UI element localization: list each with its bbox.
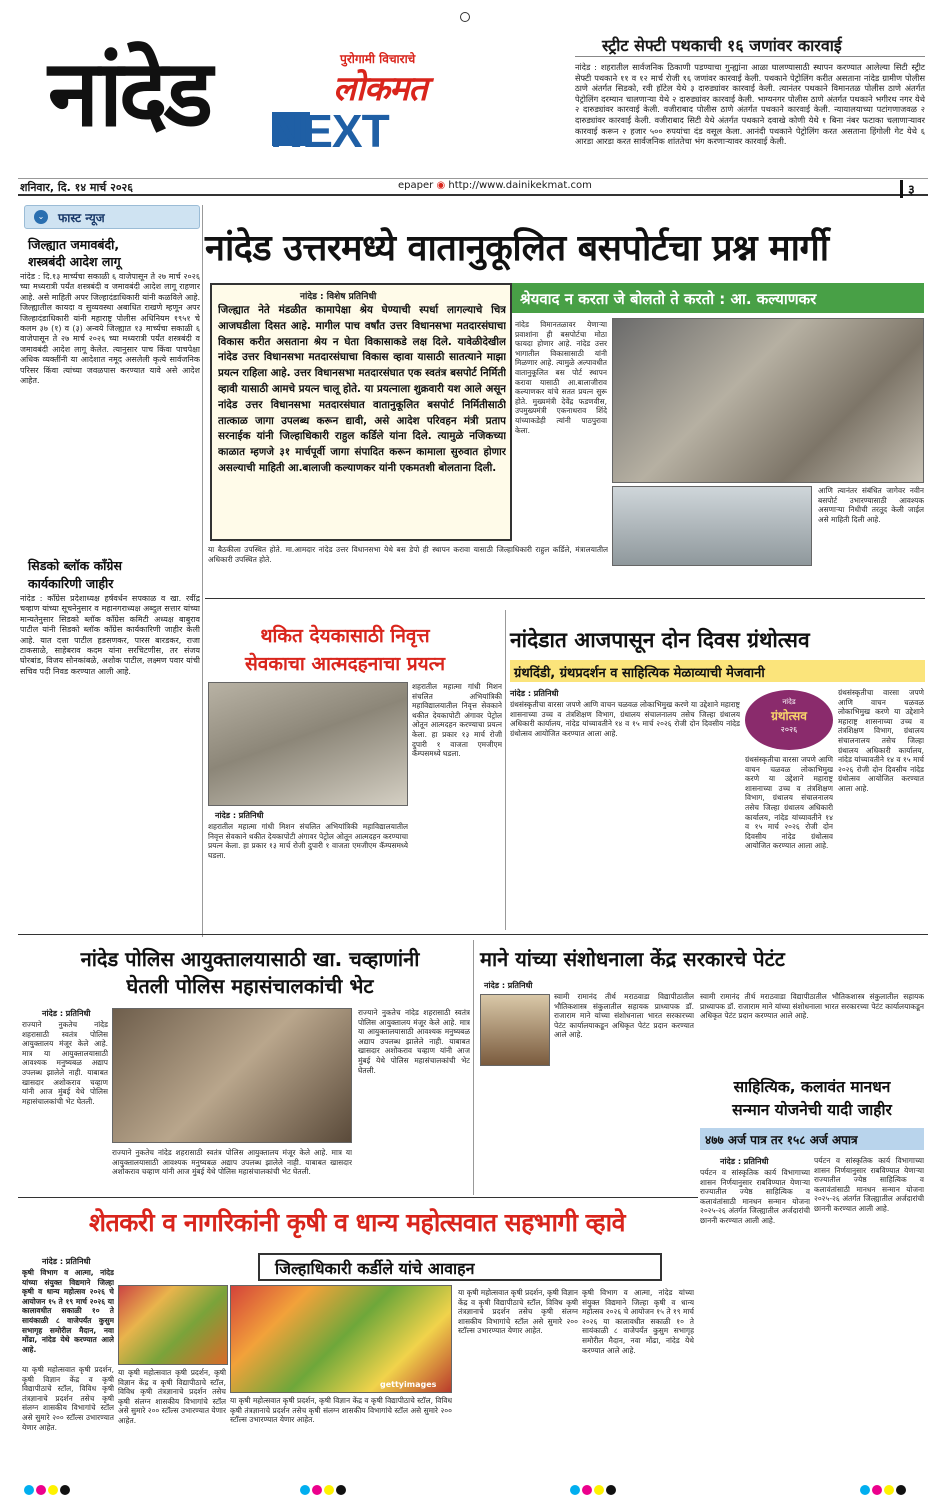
page-number: ३ xyxy=(900,180,915,198)
festival-intro: कृषी विभाग व आत्मा, नांदेड यांच्या संयुक्त विद्यमाने जिल्हा कृषी व धान्य महोत्सव २०२६ चे आयोजन १५ ते १९ मार्च २०२६ या कालावधीत सकाळी १० ते सायंकाळी ८ वाजेपर्यंत कुसुम सभागृह समोरील मैदान, नवा मोंढा, नांदेड येथे करण्यात आले आहे. xyxy=(22,1268,114,1354)
brand-name: लोकमत xyxy=(333,69,427,109)
lead-body-right: नांदेड विमानतळावर येणाऱ्या प्रवाशांना ही बसपोर्टचा मोठा फायदा होणार आहे. नांदेड उत्तर भागातील विकासासाठी यांनी मिळणार आहे. त्यामुळे अल्पावधीत वातानुकूलित बस पोर्ट स्थापन करावा यासाठी आ.बालाजीराव कल्याणकर यांचे सतत प्रयत्न सुरू होते. मुख्यमंत्री देवेंद्र फडणवीस, उपमुख्यमंत्री एकनाथराव शिंदे यांच्याकडेही त्यांनी पाठपुरावा केला. xyxy=(515,320,607,435)
granthotsav-subhead: ग्रंथदिंडी, ग्रंथप्रदर्शन व साहित्यिक मेळाव्याची मेजवानी xyxy=(514,666,765,681)
section-rule xyxy=(18,934,928,935)
granthotsav-byline: नांदेड : प्रतिनिधी xyxy=(510,689,559,698)
festival-body-4: या कृषी महोत्सवात कृषी प्रदर्शन, कृषी विज्ञान केंद्र व कृषी विद्यापीठाचे स्टॉल, विविध कृषी तंत्रज्ञानाचे प्रदर्शन तसेच कृषी संलग्न शासकीय विभागांचे स्टॉल असे सुमारे २०० स्टॉल्स उभारण्यात येणार आहेत. xyxy=(458,1288,578,1336)
police-body-2: राज्याने नुकतेच नांदेड शहरासाठी स्वतंत्र पोलिस आयुक्तालय मंजूर केले आहे. मात्र या आयुक्तालयासाठी आवश्यक मनुष्यबळ अद्याप उपलब्ध झालेले नाही. याबाबत खासदार अशोकराव चव्हाण यांनी आज मुंबई येथे पोलिस महासंचालकांची भेट घेतली. xyxy=(112,1148,352,1177)
epaper-label: epaper xyxy=(398,180,434,191)
photo-credit: gettyimages xyxy=(380,1380,437,1389)
fast-news-1-headline-1: जिल्ह्यात जमावबंदी, xyxy=(28,237,120,252)
lead-photo-meeting xyxy=(612,318,924,483)
festival-body-2: या कृषी महोत्सवात कृषी प्रदर्शन, कृषी विज्ञान केंद्र व कृषी विद्यापीठाचे स्टॉल, विविध कृषी तंत्रज्ञानाचे प्रदर्शन तसेच कृषी संलग्न शासकीय विभागांचे स्टॉल असे सुमारे २०० स्टॉल्स उभारण्यात येणार आहेत. xyxy=(118,1368,226,1425)
pension-body-2: पर्यटन व सांस्कृतिक कार्य विभागाच्या शासन निर्णयानुसार राबविण्यात येणाऱ्या राज्यातील ज्येष्ठ साहित्यिक व कलावंतांसाठी मानधन सन्मान योजना २०२५-२६ अंतर्गत जिल्ह्यातील अर्जदारांची छाननी करण्यात आली आहे. xyxy=(814,1156,924,1213)
festival-photo-vegetables xyxy=(230,1285,452,1393)
patent-byline: नांदेड : प्रतिनिधी xyxy=(484,981,533,990)
suicide-body-col2: शहरातील महात्मा गांधी मिशन संचलित अभियांत्रिकी महाविद्यालयातील निवृत्त सेवकाने थकीत देयकापोटी अंगावर पेट्रोल ओतून आत्मदहन करण्याचा प्रयत्न केला. हा प्रकार १३ मार्च रोजी दुपारी १ वाजता एमजीएम कॅम्पसमध्ये घडला. xyxy=(412,682,502,759)
suicide-body: शहरातील महात्मा गांधी मिशन संचलित अभियांत्रिकी महाविद्यालयातील निवृत्त सेवकाने थकीत देयकापोटी अंगावर पेट्रोल ओतून आत्मदहन करण्याचा प्रयत्न केला. हा प्रकार १३ मार्च रोजी दुपारी १ वाजता एमजीएम कॅम्पसमध्ये घडला. xyxy=(208,822,408,860)
pension-subhead: ४७७ अर्ज पात्र तर १५८ अर्ज अपात्र xyxy=(705,1133,858,1147)
site-url: http://www.dainikekmat.com xyxy=(448,180,592,191)
suicide-headline-1: थकित देयकासाठी निवृत्त xyxy=(260,625,430,647)
lead-headline: नांदेड उत्तरमध्ये वातानुकूलित बसपोर्टचा प्रश्न मार्गी xyxy=(205,228,829,269)
lead-photo-depot xyxy=(612,486,812,566)
issue-date: शनिवार, दि. १४ मार्च २०२६ xyxy=(20,181,133,194)
column-divider xyxy=(505,610,506,930)
suicide-byline: नांदेड : प्रतिनिधी xyxy=(215,811,264,820)
pension-headline-1: साहित्यिक, कलावंत मानधन xyxy=(733,1078,891,1096)
granthotsav-body-col2: ग्रंथसंस्कृतीचा वारसा जपणे आणि वाचन चळवळ लोकाभिमुख करणे या उद्देशाने महाराष्ट्र शासनाच्या उच्च व तंत्रशिक्षण विभाग, ग्रंथालय संचालनालय तसेच जिल्हा ग्रंथालय अधिकारी कार्यालय, नांदेड यांच्यावतीने १४ व १५ मार्च २०२६ रोजी दोन दिवसीय नांदेड ग्रंथोत्सव आयोजित करण्यात आला आहे. xyxy=(745,755,833,851)
color-registration-strip xyxy=(570,1480,618,1499)
top-story-rule xyxy=(575,56,925,57)
fast-news-1-body: नांदेड : दि.१३ मार्च्यचा सकाळी ६ वाजेपासून ते २७ मार्च २०२६ च्या मध्यरात्री पर्यंत शस्त्रबंदी व जमावबंदी आदेश लागू राहणार आहे. असे माहिती अपर जिल्हादंडाधिकारी यांनी कळविले आहे. जिल्ह्यातील कायदा व सुव्यवस्था अबाधित राखणे म्हणून अपर जिल्हादंडाधिकारी यांनी महाराष्ट्र पोलीस अधिनियम १९५१ चे कलम ३७ (१) व (३) अन्वये जिल्ह्यात १३ मार्च्यचा सकाळी ६ वाजेपासून ते २७ मार्च २०२६ च्या मध्यरात्री पर्यंत शस्त्रबंदी व जमावबंदी आदेश लागू केलेत. त्यानुसार पाच किंवा पाचपेक्षा अधिक व्यक्तींनी या आदेशात नमूद असलेली कृत्ये सार्वजनिक परिसर किंवा त्यांच्या जवळपास करण्यात यावे असे आदेश आहेत. xyxy=(20,272,200,386)
color-registration-strip xyxy=(860,1480,908,1499)
chevron-down-icon: ⌄ xyxy=(34,210,48,224)
police-body-3: राज्याने नुकतेच नांदेड शहरासाठी स्वतंत्र पोलिस आयुक्तालय मंजूर केले आहे. मात्र या आयुक्तालयासाठी आवश्यक मनुष्यबळ अद्याप उपलब्ध झालेले नाही. याबाबत खासदार अशोकराव चव्हाण यांनी आज मुंबई येथे पोलिस महासंचालकांची भेट घेतली. xyxy=(358,1008,470,1075)
registration-mark-icon xyxy=(460,12,470,22)
brand-tagline: पुरोगामी विचाराचे xyxy=(340,52,416,66)
police-body: राज्याने नुकतेच नांदेड शहरासाठी स्वतंत्र पोलिस आयुक्तालय मंजूर केले आहे. मात्र या आयुक्तालयासाठी आवश्यक मनुष्यबळ अद्याप उपलब्ध झालेले नाही. याबाबत खासदार अशोकराव चव्हाण यांनी आज मुंबई येथे पोलिस महासंचालकांची भेट घेतली. xyxy=(22,1020,108,1106)
lead-subhead: श्रेयवाद न करता जे बोलतो ते करतो : आ. कल्याणकर xyxy=(520,290,817,308)
column-divider xyxy=(202,205,203,937)
police-photo xyxy=(112,1008,352,1143)
festival-body-3: या कृषी महोत्सवात कृषी प्रदर्शन, कृषी विज्ञान केंद्र व कृषी विद्यापीठाचे स्टॉल, विविध कृषी तंत्रज्ञानाचे प्रदर्शन तसेच कृषी संलग्न शासकीय विभागांचे स्टॉल असे सुमारे २०० स्टॉल्स उभारण्यात येणार आहेत. xyxy=(230,1396,452,1425)
granthotsav-badge-top: नांदेड xyxy=(782,698,796,706)
fast-news-2-headline-2: कार्यकारिणी जाहीर xyxy=(28,576,114,591)
patent-body: स्वामी रामानंद तीर्थ मराठवाडा विद्यापीठातील भौतिकशास्त्र संकुलातील सहायक प्राध्यापक डॉ. राजाराम माने यांच्या संशोधनाला भारत सरकारच्या पेटंट कार्यालयाकडून अधिकृत पेटंट प्रदान करण्यात आले आहे. xyxy=(554,992,694,1040)
pension-headline-2: सन्मान योजनेची यादी जाहीर xyxy=(732,1101,892,1119)
granthotsav-body: ग्रंथसंस्कृतीचा वारसा जपणे आणि वाचन चळवळ लोकाभिमुख करणे या उद्देशाने महाराष्ट्र शासनाच्या उच्च व तंत्रशिक्षण विभाग, ग्रंथालय संचालनालय तसेच जिल्हा ग्रंथालय अधिकारी कार्यालय, नांदेड यांच्यावतीने १४ व १५ मार्च २०२६ रोजी दोन दिवसीय नांदेड ग्रंथोत्सव आयोजित करण्यात आला आहे. xyxy=(510,700,740,738)
pension-byline: नांदेड : प्रतिनिधी xyxy=(720,1157,769,1166)
color-registration-strip xyxy=(300,1480,348,1499)
festival-headline: शेतकरी व नागरिकांनी कृषी व धान्य महोत्सवात सहभागी व्हावे xyxy=(88,1208,626,1237)
section-rule xyxy=(18,1197,698,1198)
festival-subhead: जिल्हाधिकारी कर्डीले यांचे आवाहन xyxy=(275,1259,475,1278)
fast-news-label-box xyxy=(24,205,200,229)
fast-news-2-body: नांदेड : काँग्रेस प्रदेशाध्यक्ष हर्षवर्धन सपकाळ व खा. रवींद्र चव्हाण यांच्या सूचनेनुसार व महानगराध्यक्ष अब्दुल सत्तार यांच्या मान्यतेनुसार सिडको ब्लॉक काँग्रेस कमिटी अध्यक्ष बाबुराव पाटील यांनी सिडको ब्लॉक काँग्रेस कार्यकारिणी जाहीर केली आहे. यात दत्ता पाटील हडसणकर, पारस बारडकर, राजा टाकसाळे, साहेबराव कदम यांना सरचिटणीस, तर संजय घोरबांड, विजय सोनकांबळे, अशोक पाटील, लक्ष्मण पवार यांची सचिव पदी निवड करण्यात आली आहे. xyxy=(20,594,200,676)
police-headline-1: नांदेड पोलिस आयुक्तालयासाठी खा. चव्हाणांनी xyxy=(80,947,420,971)
lead-bottom-rule xyxy=(205,598,925,599)
brand-next: NEXT xyxy=(270,105,389,157)
festival-photo-grains xyxy=(118,1285,228,1365)
epaper-url[interactable] xyxy=(398,180,592,191)
granthotsav-badge xyxy=(745,690,833,750)
granthotsav-body-col3: ग्रंथसंस्कृतीचा वारसा जपणे आणि वाचन चळवळ लोकाभिमुख करणे या उद्देशाने महाराष्ट्र शासनाच्या उच्च व तंत्रशिक्षण विभाग, ग्रंथालय संचालनालय तसेच जिल्हा ग्रंथालय अधिकारी कार्यालय, नांदेड यांच्यावतीने १४ व १५ मार्च २०२६ रोजी दोन दिवसीय नांदेड ग्रंथोत्सव आयोजित करण्यात आला आहे. xyxy=(838,688,924,793)
police-headline-2: घेतली पोलिस महासंचालकांची भेट xyxy=(126,974,374,998)
police-byline: नांदेड : प्रतिनिधी xyxy=(42,1009,91,1018)
color-registration-strip xyxy=(24,1480,72,1499)
festival-body-5: कृषी विभाग व आत्मा, नांदेड यांच्या संयुक्त विद्यमाने जिल्हा कृषी व धान्य महोत्सव २०२६ चे आयोजन १५ ते १९ मार्च २०२६ या कालावधीत सकाळी १० ते सायंकाळी ८ वाजेपर्यंत कुसुम सभागृह समोरील मैदान, नवा मोंढा, नांदेड येथे करण्यात आले आहे. xyxy=(582,1288,694,1355)
granthotsav-headline: नांदेडात आजपासून दोन दिवस ग्रंथोत्सव xyxy=(510,628,810,652)
pension-body: पर्यटन व सांस्कृतिक कार्य विभागाच्या शासन निर्णयानुसार राबविण्यात येणाऱ्या राज्यातील ज्येष्ठ साहित्यिक व कलावंतांसाठी मानधन सन्मान योजना २०२५-२६ अंतर्गत जिल्ह्यातील अर्जदारांची छाननी करण्यात आली आहे. xyxy=(700,1168,810,1225)
granthotsav-badge-year: २०२६ xyxy=(780,725,798,734)
festival-byline: नांदेड : प्रतिनिधी xyxy=(42,1257,91,1266)
patent-body-2: स्वामी रामानंद तीर्थ मराठवाडा विद्यापीठातील भौतिकशास्त्र संकुलातील सहायक प्राध्यापक डॉ. राजाराम माने यांच्या संशोधनाला भारत सरकारच्या पेटंट कार्यालयाकडून अधिकृत पेटंट प्रदान करण्यात आले आहे. xyxy=(700,992,924,1021)
top-story-body: नांदेड : शहरातील सार्वजनिक ठिकाणी पडण्याचा गुन्ह्यांना आळा घालण्यासाठी स्थापन करण्यात आलेल्या सिटी स्ट्रीट सेफ्टी पथकाने ११ व १२ मार्च रोजी १६ जणांवर कारवाई केली. पथकाने पेट्रोलिंग करीत असताना नांदेड ग्रामीण पोलीस ठाणे अंतर्गत सिडको, रवी हॉटेल येथे ३ दारुड्यांवर कारवाई केली. त्यानंतर पथकाने विमानतळ पोलीस ठाणे अंतर्गत पेट्रोलिंग दरम्यान चालणाऱ्या येथे २ दारुड्यांवर कारवाई केली. भाग्यनगर पोलीस ठाणे अंतर्गत पथकाने भगीरथ नगर येथे २ दारुड्यांवर कारवाई केली. वजीराबाद पोलीस ठाणे अंतर्गत पथकाने कारवाई केली. न्यायालयाच्या पटांगणाजवळ २ दारुड्यांवर कारवाई केली. वजीराबाद सिटी येथे अंतर्गत पथकाने दवाखे कोणी येथे १ बिना नंबर फटाका चलाणाऱ्यावर कारवाई करून २ हजार ५०० रुपयांचा दंड वसूल केला. आनंदी पथकाने पेट्रोलिंग करत असताना हिंगोली गेट येथे ६ आरडा आरडा करत सार्वजनिक शांततेचा भंग करणाऱ्यावर कारवाई केली. xyxy=(575,62,925,147)
column-divider xyxy=(473,940,474,1195)
suicide-headline-2: सेवकाचा आत्मदहनाचा प्रयत्न xyxy=(244,653,446,675)
globe-icon: ◉ xyxy=(436,180,446,191)
fast-news-label: फास्ट न्यूज xyxy=(58,211,105,225)
festival-body: या कृषी महोत्सवात कृषी प्रदर्शन, कृषी विज्ञान केंद्र व कृषी विद्यापीठाचे स्टॉल, विविध कृषी तंत्रज्ञानाचे प्रदर्शन तसेच कृषी संलग्न शासकीय विभागांचे स्टॉल असे सुमारे २०० स्टॉल्स उभारण्यात येणार आहेत. xyxy=(22,1365,114,1432)
suicide-photo xyxy=(208,682,408,806)
granthotsav-badge-main: ग्रंथोत्सव xyxy=(771,709,807,723)
lead-byline: नांदेड : विशेष प्रतिनिधी xyxy=(300,292,377,302)
fast-news-2-headline-1: सिडको ब्लॉक कॉंग्रेस xyxy=(28,558,122,573)
lead-intro: जिल्ह्यात नेते मंडळीत कामापेक्षा श्रेय घेण्याची स्पर्धा लागल्याचे चित्र आजघडीला दिसत आहे. मागील पाच वर्षांत उत्तर विधानसभा मतदारसंघाचा विकास करीत असताना श्रेय न घेता विकासाकडे लक्ष दिले. यावेळीदेखील नांदेड उत्तर विधानसभा मतदारसंघाचा विकास व्हावा यासाठी सातत्याने माझा प्रयत्न राहिला आहे. उत्तर विधानसभा मतदारसंघात एक स्वतंत्र बसपोर्ट निर्मिती व्हावी यासाठी आमचे प्रयत्न चालू होते. या प्रयत्नाला शुक्रवारी यश आले असून नांदेड उत्तर विधानसभा मतदारसंघात वातानुकूलित बसपोर्ट निर्मितीसाठी तात्काळ जागा उपलब्ध करून द्यावी, असे आदेश परिवहन मंत्री प्रताप सरनाईक यांनी जिल्हाधिकारी राहुल कर्डिले यांना दिले. त्यामुळे नजिकच्या काळात म्हणजे ३१ मार्चपूर्वी जागा संपादित करून कामाला सुरुवात होणार असल्याची माहिती आ.बालाजी कल्याणकर यांनी एकमतशी बोलताना दिली. xyxy=(218,304,506,474)
masthead-title: नांदेड xyxy=(48,40,209,147)
patent-headline: माने यांच्या संशोधनाला केंद्र सरकारचे पेटंट xyxy=(480,947,785,971)
lead-body-bottom: या बैठकीला उपस्थित होते. मा.आमदार नांदेड उत्तर विधानसभा येथे बस डेपो ही स्थापन करावा यासाठी जिल्हाधिकारी राहुल कर्डिले, मंत्रालयातील अधिकारी उपस्थित होते. xyxy=(208,545,608,564)
patent-portrait xyxy=(480,994,550,1066)
top-story-headline: स्ट्रीट सेफ्टी पथकाची १६ जणांवर कारवाई xyxy=(602,36,842,55)
lead-photo-caption: आणि त्यानंतर संबंधित जागेवर नवीन बसपोर्ट उभारण्यासाठी आवश्यक असणाऱ्या निधीची तरतूद केली जाईल असे माहिती दिली आहे. xyxy=(818,486,924,524)
fast-news-1-headline-2: शस्त्रबंदी आदेश लागू xyxy=(28,254,121,269)
